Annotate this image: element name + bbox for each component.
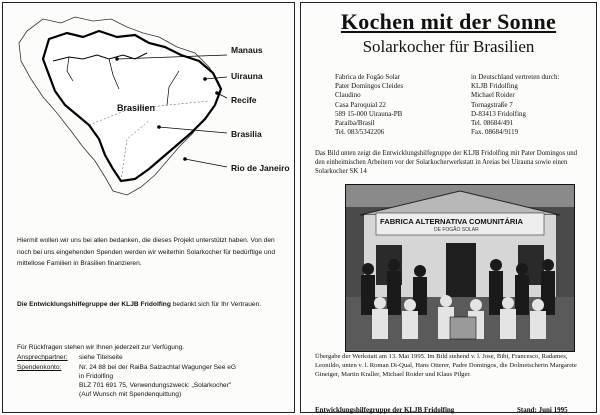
front-page — [300, 2, 597, 413]
questions-line: Für Rückfragen stehen wir Ihnen jederzeit zur Verfügung. — [17, 344, 185, 351]
country-label: Brasilien — [117, 103, 156, 113]
group-name: Die Entwicklungshilfegruppe der KLJB Fridolfing — [17, 301, 171, 308]
contact-value: siehe Titelseite — [79, 354, 123, 361]
photo-drawing — [346, 185, 574, 351]
footer-group: Entwicklungshilfegruppe der KLJB Fridolfing — [315, 406, 455, 414]
intro-paragraph: Das Bild unten zeigt die Entwicklungshilfegruppe der KLJB Fridolfing mit Pater Domingos und den einheimischen Arbeitern vor der Solarkocherwerkstatt in Areias bei Uirauna sowie einen Solarkocher SK 14 — [315, 150, 578, 175]
city-label-uirauna: Uirauna — [231, 71, 263, 81]
account-line-4: (Auf Wunsch mit Spendenquittung) — [79, 391, 182, 398]
account-line-2: in Fridolfing — [79, 373, 114, 380]
address-germany: in Deutschland vertreten durch: KLJB Fridolfing Michael Roider Tornagstraße 7 D-83413 Fridolfing Tel. 08684/491 Fax. 08684/9119 — [471, 73, 560, 137]
contact-label: Ansprechpartner: — [17, 354, 68, 361]
account-label: Spendenkonto: — [17, 364, 62, 371]
workshop-photo — [345, 184, 575, 352]
city-label-rio: Rio de Janeiro — [231, 163, 290, 173]
address-brazil: Fabrica de Fogão Solar Pater Domingos Cleides Claudino Casa Paroquial 22 589 15-000 Uirauna-PB Paraiba/Brasil Tel. 083/5342206 — [335, 73, 404, 137]
footer-date: Stand: Juni 1995 — [517, 406, 568, 414]
account-line-1: Nr. 24 88 bei der RaiBa Salzachtal Wagunger See eG — [79, 364, 236, 371]
group-thanks — [17, 299, 285, 311]
thanks-paragraph: Hiermit wollen wir uns bei allen bedanken, die dieses Projekt unterstützt haben. Von den noch bei uns eingehenden Spenden werden wir weiterhin Solarkocher für bedürftige und mittellose Familien in Brasilien finanzieren. — [17, 237, 276, 267]
page-title: Kochen mit der Sonne — [340, 9, 557, 34]
account-line-3: BLZ 701 691 75, Verwendungszweck: „Solarkocher" — [79, 382, 232, 389]
city-label-brasilia: Brasilia — [231, 129, 262, 139]
photo-sign: FABRICA ALTERNATIVA COMUNITÁRIA — [380, 217, 523, 226]
photo-caption: Übergabe der Werkstatt am 13. Mai 1995. Im Bild stehend v. l. Jose, Bibi, Francesco, Radames, Leonildo, unten v. l. Roman Di-Qual, Hans Otterer, Padre Domingos, die Dolmetscherin Margarete Gineiger, Martin Kraller, Michael Roider und Klaus Pilger. — [315, 353, 577, 378]
group-thanks-rest: bedankt sich für Ihr Vertrauen. — [170, 301, 262, 308]
photo-sign-sub: DE FOGÃO SOLAR — [434, 227, 479, 233]
page-subtitle: Solarkocher für Brasilien — [362, 37, 535, 56]
city-label-recife: Recife — [231, 95, 257, 105]
back-page — [2, 2, 295, 413]
brazil-map — [9, 9, 291, 199]
city-label-manaus: Manaus — [231, 45, 263, 55]
